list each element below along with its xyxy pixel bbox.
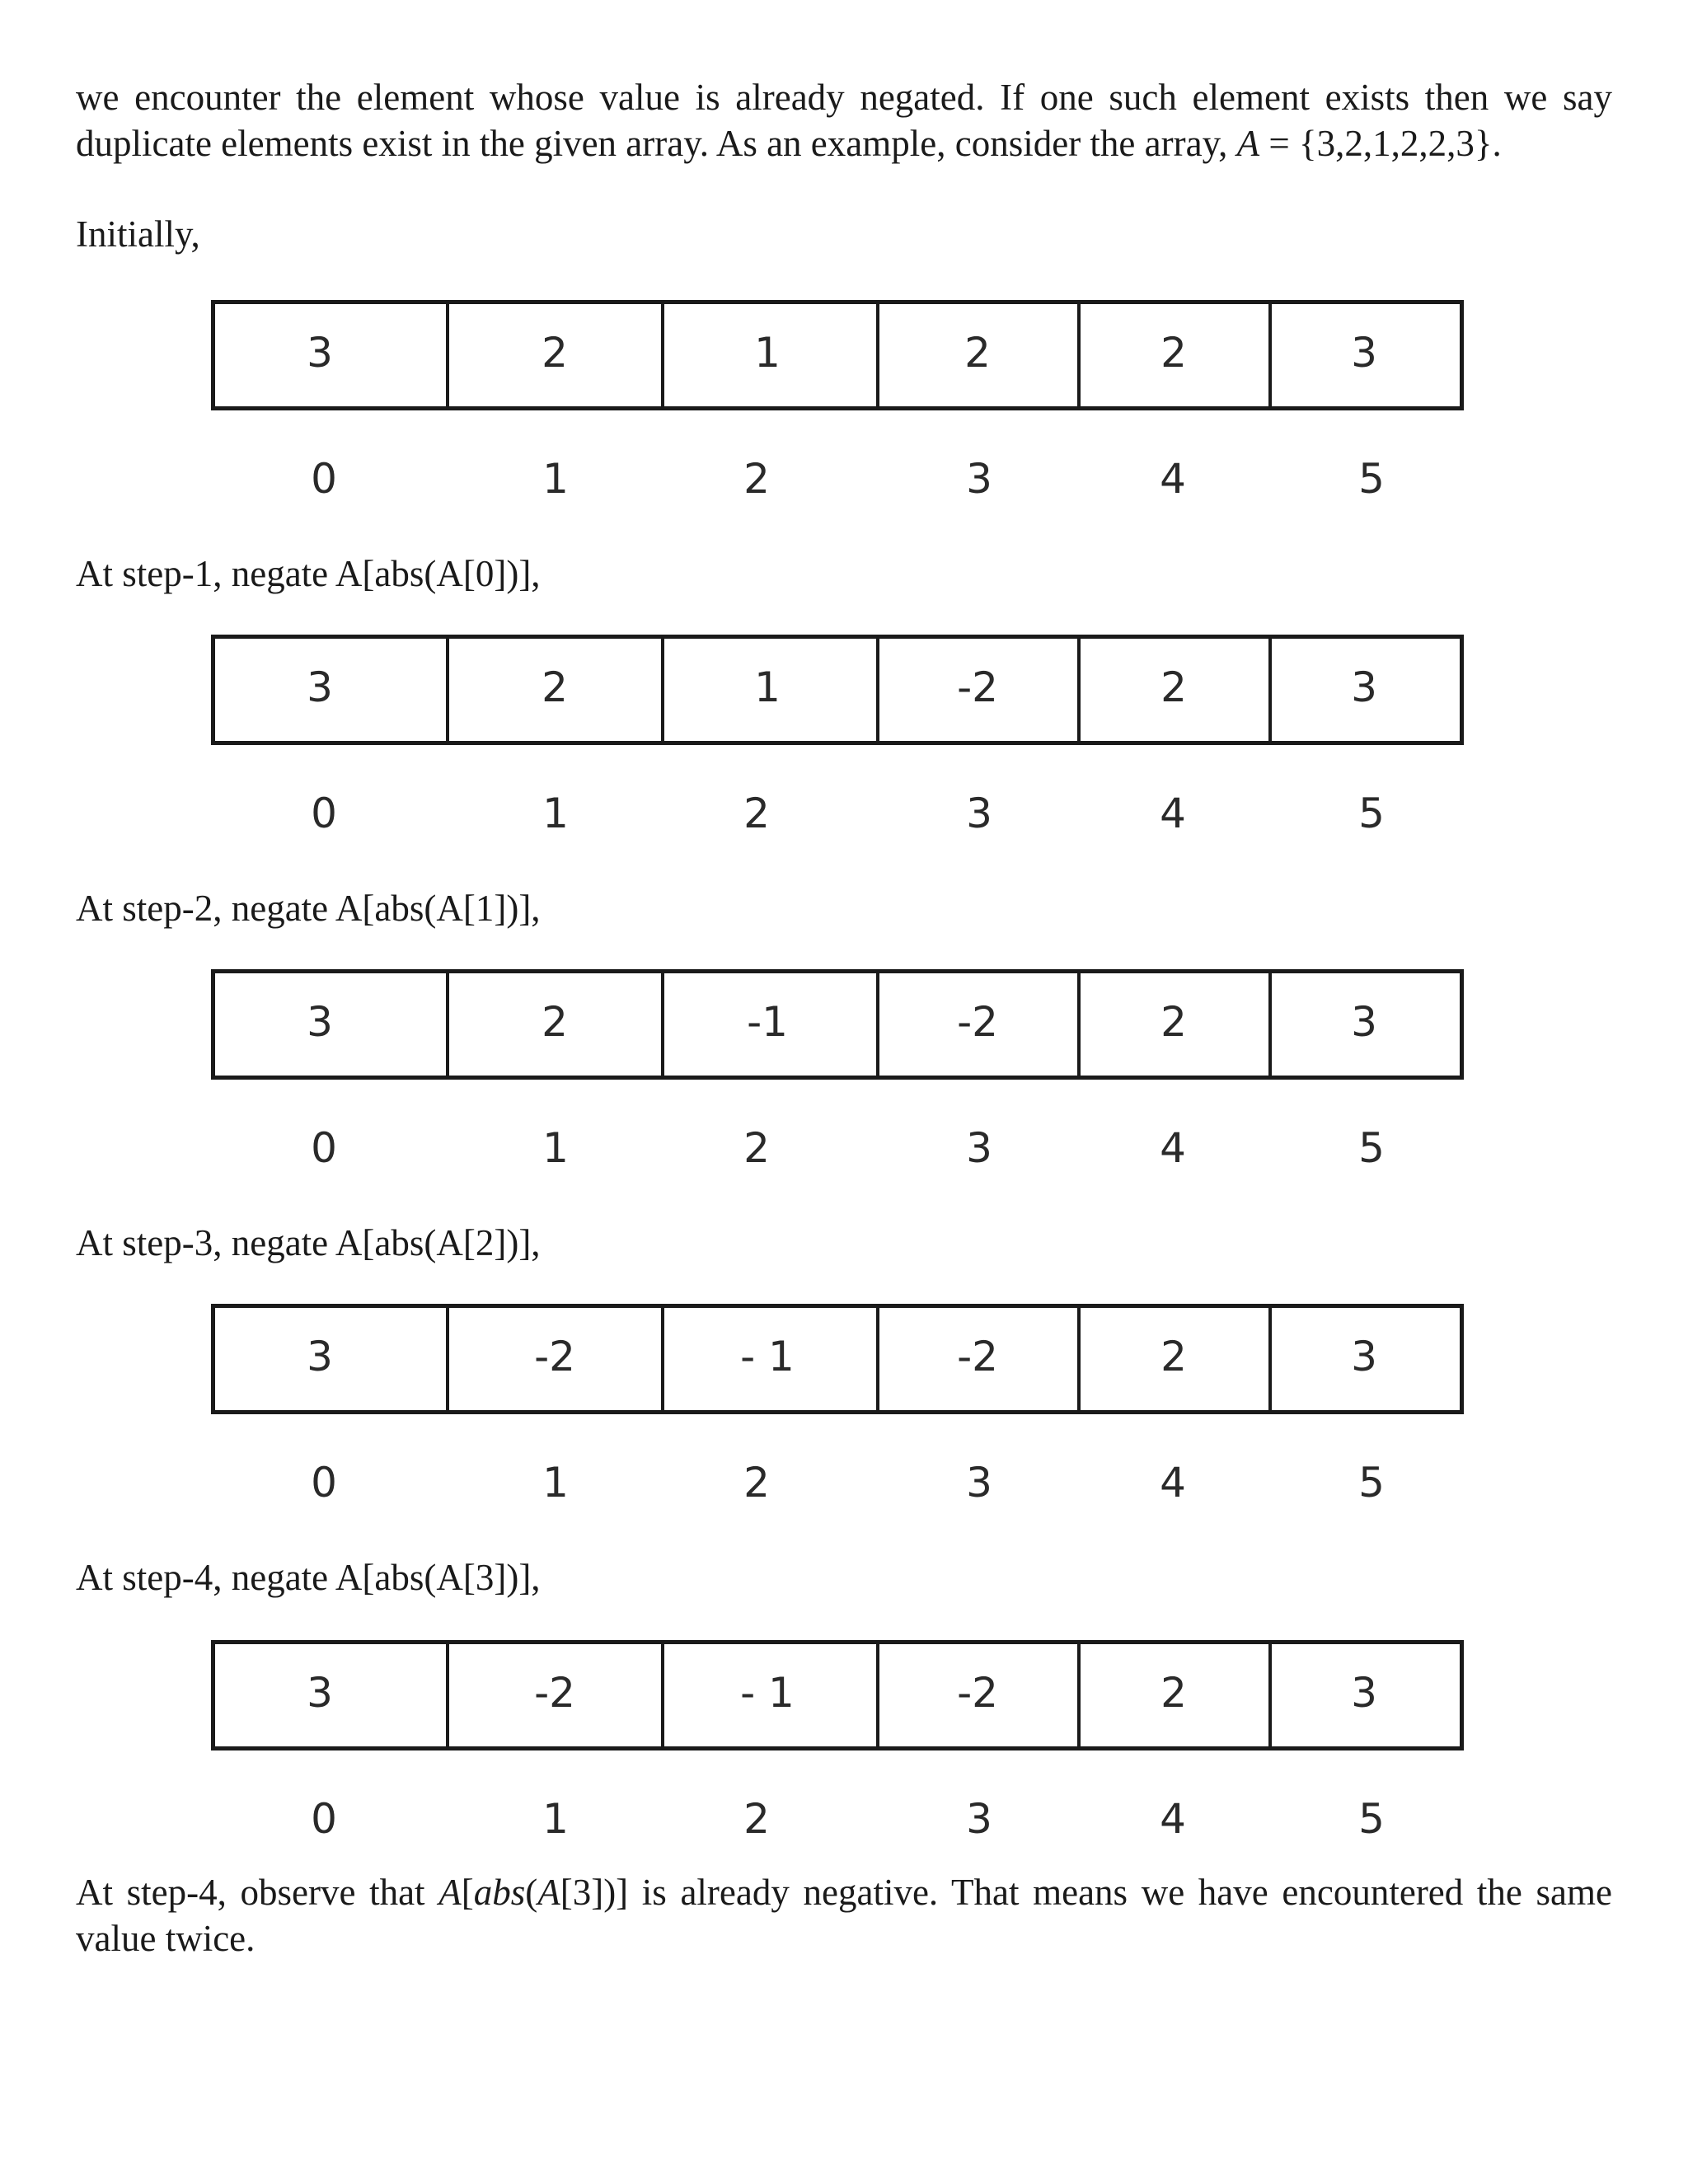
array-index-label: 4 (1160, 1795, 1186, 1843)
array-index-label: 5 (1358, 455, 1385, 503)
array-cell-value: 2 (1160, 663, 1187, 711)
cell-divider (446, 639, 449, 741)
array-cell-value: 3 (307, 329, 333, 377)
cell-divider (446, 973, 449, 1076)
array-index-label: 0 (311, 790, 337, 837)
array-index-label: 0 (311, 455, 337, 503)
array-box (211, 1304, 1464, 1414)
conclusion-text: [ (461, 1872, 474, 1913)
array-index-label: 3 (966, 790, 992, 837)
cell-divider (1077, 639, 1081, 741)
initially-label: Initially, (76, 213, 200, 255)
array-cell-value: -2 (957, 663, 998, 711)
array-literal: = {3,2,1,2,2,3}. (1259, 123, 1502, 164)
intro-line-2 (76, 120, 1612, 166)
array-cell-value: 1 (754, 663, 781, 711)
cell-divider (876, 1308, 879, 1410)
array-cell-value: -1 (747, 998, 788, 1046)
array-index-label: 5 (1358, 1459, 1385, 1507)
conclusion-text: [3])] is already negative. That means we have encountered the same value twice. (76, 1872, 1612, 1959)
array-cell-value: 3 (307, 1333, 333, 1380)
array-cell-value: 3 (307, 998, 333, 1046)
array-index-label: 3 (966, 1124, 992, 1172)
cell-divider (1268, 639, 1272, 741)
array-diagram (211, 969, 1464, 1172)
array-variable: A (1236, 123, 1260, 164)
intro-line-1: we encounter the element whose value is already negated. If one such element exists then we say (76, 77, 1612, 118)
array-index-label: 5 (1358, 1795, 1385, 1843)
array-index-label: 4 (1160, 1459, 1186, 1507)
array-index-label: 0 (311, 1795, 337, 1843)
array-cell-value: 2 (1160, 329, 1187, 377)
array-index-label: 0 (311, 1459, 337, 1507)
array-cell-value: 2 (1160, 998, 1187, 1046)
array-cell-value: 3 (1351, 1333, 1377, 1380)
cell-divider (661, 1644, 664, 1746)
array-cell-value: -2 (957, 998, 998, 1046)
cell-divider (1268, 1308, 1272, 1410)
array-index-label: 2 (743, 455, 770, 503)
cell-divider (876, 1644, 879, 1746)
array-cell-value: -2 (534, 1669, 575, 1717)
array-cell-value: 3 (1351, 998, 1377, 1046)
array-cell-value: 2 (542, 998, 568, 1046)
cell-divider (661, 973, 664, 1076)
conclusion-func: abs (473, 1872, 526, 1913)
array-index-label: 4 (1160, 1124, 1186, 1172)
array-box (211, 300, 1464, 410)
array-box (211, 969, 1464, 1080)
array-cell-value: 2 (964, 329, 991, 377)
array-index-label: 3 (966, 455, 992, 503)
array-cell-value: 1 (754, 329, 781, 377)
conclusion-var: A (537, 1872, 560, 1913)
array-cell-value: 3 (307, 663, 333, 711)
array-index-label: 1 (542, 1795, 569, 1843)
array-index-label: 3 (966, 1459, 992, 1507)
array-diagram (211, 635, 1464, 837)
intro-paragraph (76, 74, 1612, 166)
cell-divider (661, 304, 664, 406)
array-index-label: 2 (743, 1124, 770, 1172)
array-index-label: 4 (1160, 790, 1186, 837)
cell-divider (1077, 1644, 1081, 1746)
array-diagram (211, 1304, 1464, 1507)
cell-divider (661, 1308, 664, 1410)
array-index-label: 2 (743, 1459, 770, 1507)
array-index-label: 2 (743, 1795, 770, 1843)
array-index-label: 5 (1358, 790, 1385, 837)
cell-divider (446, 1644, 449, 1746)
cell-divider (446, 304, 449, 406)
array-cell-value: - 1 (740, 1669, 795, 1717)
cell-divider (876, 304, 879, 406)
array-box (211, 635, 1464, 745)
conclusion-paragraph (76, 1869, 1612, 1961)
cell-divider (1268, 304, 1272, 406)
array-cell-value: 2 (542, 329, 568, 377)
array-cell-value: 2 (1160, 1669, 1187, 1717)
step-label: At step-3, negate A[abs(A[2])], (76, 1222, 541, 1263)
array-cell-value: - 1 (740, 1333, 795, 1380)
cell-divider (1077, 1308, 1081, 1410)
array-cell-value: -2 (534, 1333, 575, 1380)
array-cell-value: 3 (1351, 663, 1377, 711)
array-diagram (211, 300, 1464, 503)
array-cell-value: -2 (957, 1669, 998, 1717)
conclusion-var: A (438, 1872, 462, 1913)
intro-text: duplicate elements exist in the given array. As an example, consider the array, (76, 123, 1237, 164)
array-index-label: 1 (542, 1459, 569, 1507)
array-box (211, 1640, 1464, 1750)
cell-divider (446, 1308, 449, 1410)
cell-divider (876, 973, 879, 1076)
step-label: At step-2, negate A[abs(A[1])], (76, 888, 541, 929)
array-index-label: 3 (966, 1795, 992, 1843)
array-cell-value: 3 (307, 1669, 333, 1717)
array-cell-value: 3 (1351, 1669, 1377, 1717)
step-label: At step-4, negate A[abs(A[3])], (76, 1557, 541, 1598)
conclusion-text: ( (525, 1872, 538, 1913)
array-index-label: 1 (542, 1124, 569, 1172)
array-index-label: 4 (1160, 455, 1186, 503)
cell-divider (661, 639, 664, 741)
array-index-label: 1 (542, 455, 569, 503)
cell-divider (1077, 973, 1081, 1076)
cell-divider (1077, 304, 1081, 406)
array-diagram (211, 1640, 1464, 1843)
array-index-label: 5 (1358, 1124, 1385, 1172)
array-index-label: 2 (743, 790, 770, 837)
array-cell-value: -2 (957, 1333, 998, 1380)
array-index-label: 0 (311, 1124, 337, 1172)
step-label: At step-1, negate A[abs(A[0])], (76, 553, 541, 594)
conclusion-text: At step-4, observe that (76, 1872, 439, 1913)
array-cell-value: 3 (1351, 329, 1377, 377)
array-index-label: 1 (542, 790, 569, 837)
cell-divider (876, 639, 879, 741)
array-cell-value: 2 (542, 663, 568, 711)
cell-divider (1268, 973, 1272, 1076)
array-cell-value: 2 (1160, 1333, 1187, 1380)
cell-divider (1268, 1644, 1272, 1746)
